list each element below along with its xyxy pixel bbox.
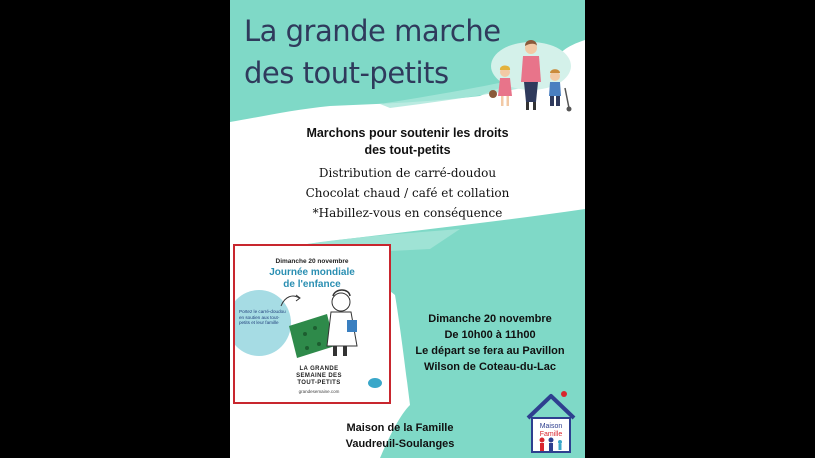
organizer-line-2: Vaudreuil-Soulanges (345, 438, 455, 450)
family-walking-illustration (485, 38, 577, 114)
title-line-2: des tout-petits (244, 56, 449, 90)
child-with-blanket-illustration (283, 288, 375, 364)
card-title-line-1: Journée mondiale (269, 267, 355, 278)
organizer-line-1: Maison de la Famille (346, 422, 454, 434)
subtitle (230, 125, 585, 159)
card-week-line-3: TOUT-PETITS (297, 380, 341, 386)
card-badge-icon (368, 378, 382, 388)
card-week-title (279, 366, 359, 387)
poster-title (244, 10, 514, 94)
logo-text-1: Maison (539, 423, 563, 430)
event-details (402, 311, 578, 375)
card-note: Portez le carré-doudou en soutien aux tout-petits et leur famille (239, 309, 286, 326)
organizer (315, 420, 485, 452)
subtitle-line-1: Marchons pour soutenir les droits (306, 126, 509, 140)
event-line: Le départ se fera au Pavillon (415, 345, 565, 357)
poster (230, 0, 585, 458)
card-website: grandesemaine.com (298, 389, 340, 394)
card-week-line-1: LA GRANDE (299, 366, 339, 372)
info-line: Distribution de carré-doudou (318, 166, 497, 180)
card-week-line-2: SEMAINE DES (296, 373, 342, 379)
world-childrens-day-card (233, 244, 391, 404)
event-line: Wilson de Coteau-du-Lac (424, 361, 556, 373)
info-list (230, 163, 585, 223)
maison-de-la-famille-logo (522, 388, 580, 454)
subtitle-line-2: des tout-petits (364, 143, 451, 157)
event-line: Dimanche 20 novembre (428, 313, 552, 325)
info-line: Chocolat chaud / café et collation (305, 186, 510, 200)
card-title-line-2: de l'enfance (283, 279, 341, 290)
card-date: Dimanche 20 novembre (275, 258, 349, 265)
logo-text-2: Famille (539, 431, 563, 438)
info-line: *Habillez-vous en conséquence (312, 206, 503, 220)
event-line: De 10h00 à 11h00 (444, 329, 536, 341)
title-line-1: La grande marche (244, 14, 501, 48)
